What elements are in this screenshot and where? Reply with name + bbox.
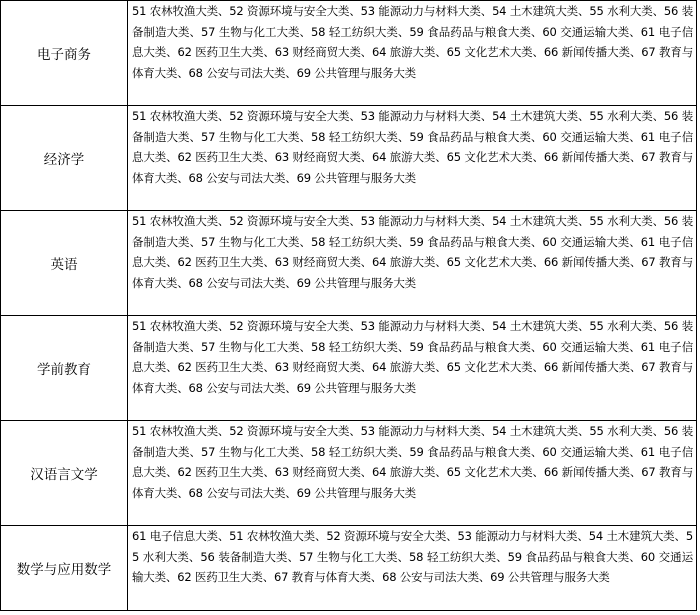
major-name: 英语	[1, 211, 128, 316]
category-list: 51 农林牧渔大类、52 资源环境与安全大类、53 能源动力与材料大类、54 土木建筑大类、55 水利大类、56 装备制造大类、57 生物与化工大类、58 轻工纺织大类、59 食品药品与粮食大类、60 交通运输大类、61 电子信息大类、62 医药卫生大类、63 财经商贸大类、64 旅游大类、65 文化艺术大类、66 新闻传播大类、67 教育与体育大类、68 公安与司法大类、69 公共管理与服务大类	[128, 106, 697, 211]
major-name: 学前教育	[1, 316, 128, 421]
category-list: 51 农林牧渔大类、52 资源环境与安全大类、53 能源动力与材料大类、54 土木建筑大类、55 水利大类、56 装备制造大类、57 生物与化工大类、58 轻工纺织大类、59 食品药品与粮食大类、60 交通运输大类、61 电子信息大类、62 医药卫生大类、63 财经商贸大类、64 旅游大类、65 文化艺术大类、66 新闻传播大类、67 教育与体育大类、68 公安与司法大类、69 公共管理与服务大类	[128, 1, 697, 106]
table-row	[1, 106, 697, 211]
category-list: 51 农林牧渔大类、52 资源环境与安全大类、53 能源动力与材料大类、54 土木建筑大类、55 水利大类、56 装备制造大类、57 生物与化工大类、58 轻工纺织大类、59 食品药品与粮食大类、60 交通运输大类、61 电子信息大类、62 医药卫生大类、63 财经商贸大类、64 旅游大类、65 文化艺术大类、66 新闻传播大类、67 教育与体育大类、68 公安与司法大类、69 公共管理与服务大类	[128, 316, 697, 421]
table-row	[1, 526, 697, 611]
table-row	[1, 1, 697, 106]
category-list: 51 农林牧渔大类、52 资源环境与安全大类、53 能源动力与材料大类、54 土木建筑大类、55 水利大类、56 装备制造大类、57 生物与化工大类、58 轻工纺织大类、59 食品药品与粮食大类、60 交通运输大类、61 电子信息大类、62 医药卫生大类、63 财经商贸大类、64 旅游大类、65 文化艺术大类、66 新闻传播大类、67 教育与体育大类、68 公安与司法大类、69 公共管理与服务大类	[128, 211, 697, 316]
category-list: 51 农林牧渔大类、52 资源环境与安全大类、53 能源动力与材料大类、54 土木建筑大类、55 水利大类、56 装备制造大类、57 生物与化工大类、58 轻工纺织大类、59 食品药品与粮食大类、60 交通运输大类、61 电子信息大类、62 医药卫生大类、63 财经商贸大类、64 旅游大类、65 文化艺术大类、66 新闻传播大类、67 教育与体育大类、68 公安与司法大类、69 公共管理与服务大类	[128, 421, 697, 526]
major-name: 数学与应用数学	[1, 526, 128, 611]
table-row	[1, 316, 697, 421]
major-name: 汉语言文学	[1, 421, 128, 526]
major-name: 电子商务	[1, 1, 128, 106]
table-row	[1, 211, 697, 316]
category-list: 61 电子信息大类、51 农林牧渔大类、52 资源环境与安全大类、53 能源动力与材料大类、54 土木建筑大类、55 水利大类、56 装备制造大类、57 生物与化工大类、58 轻工纺织大类、59 食品药品与粮食大类、60 交通运输大类、62 医药卫生大类、67 教育与体育大类、68 公安与司法大类、69 公共管理与服务大类	[128, 526, 697, 611]
table-row	[1, 421, 697, 526]
major-name: 经济学	[1, 106, 128, 211]
